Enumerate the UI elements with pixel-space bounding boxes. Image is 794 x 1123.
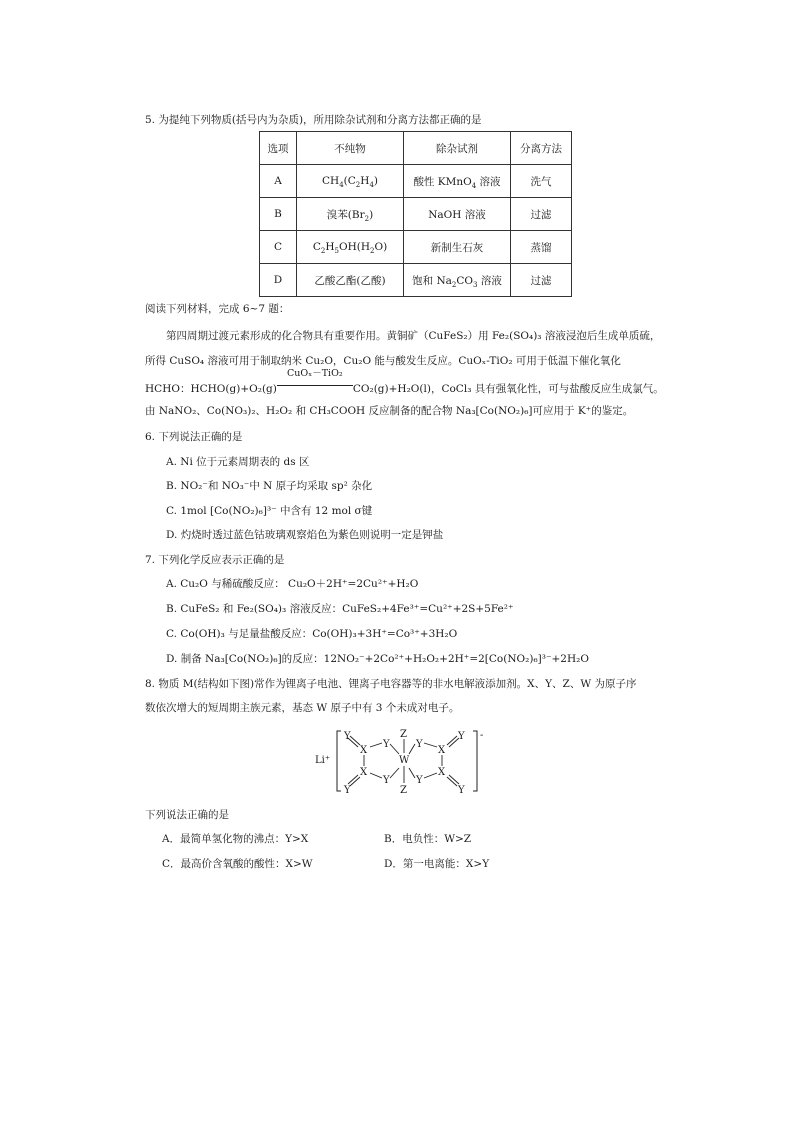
atom-y: Y	[383, 775, 390, 786]
cell-option: D	[260, 264, 297, 297]
li-cation: Li⁺	[315, 755, 331, 766]
reading-paragraph-line: 第四周期过渡元素形成的化合物具有重要作用。黄铜矿（CuFeS₂）用 Fe₂(SO₄)₃ 溶液浸泡后生成单质硫，	[166, 330, 661, 342]
q5-table	[259, 131, 572, 297]
reading-paragraph-line: 由 NaNO₂、Co(NO₃)₂、H₂O₂ 和 CH₃COOH 反应制备的配合物 Na₃[Co(NO₂)₆]可应用于 K⁺的鉴定。	[145, 405, 634, 417]
q7-stem: 7. 下列化学反应表示正确的是	[145, 554, 285, 566]
atom-x: X	[360, 767, 368, 778]
q8-stem-line1: 8. 物质 M(结构如下图)常作为锂离子电池、锂离子电容器等的非水电解液添加剂。X、Y、Z、W 为原子序	[145, 678, 637, 690]
cell-impure: $C_2H_5OH(H_2O)$	[297, 231, 404, 264]
q8-option-d: D．第一电离能：X>Y	[384, 858, 490, 870]
cell-option: A	[260, 165, 297, 198]
table-header-row	[260, 132, 572, 165]
q6-option-c: C. 1mol [Co(NO₂)₆]³⁻ 中含有 12 mol σ键	[166, 505, 373, 517]
reading-equation-line	[145, 368, 664, 396]
q8-stem-line2: 数依次增大的短周期主族元素，基态 W 原子中有 3 个未成对电子。	[145, 702, 460, 714]
atom-z: Z	[400, 729, 407, 740]
cell-method: 蒸馏	[511, 231, 572, 264]
atom-y: Y	[458, 731, 465, 742]
equation-products: CO₂(g)+H₂O(l)，CoCl₃ 具有强氧化性，可与盐酸反应生成氯气。	[352, 383, 664, 395]
cell-method: 过滤	[511, 264, 572, 297]
q8-option-c: C．最高价含氧酸的酸性：X>W	[162, 858, 313, 870]
equation-reactants: HCHO：HCHO(g)+O₂(g)	[145, 383, 277, 395]
cell-impure: 乙酸乙酯(乙酸)	[297, 264, 404, 297]
atom-y: Y	[416, 775, 423, 786]
header-reagent: 除杂试剂	[404, 132, 511, 165]
q7-option-a: A. Cu₂O 与稀硫酸反应： Cu₂O＋2H⁺=2Cu²⁺+H₂O	[166, 578, 419, 590]
atom-x: X	[360, 745, 368, 756]
cell-reagent: NaOH 溶液	[404, 198, 511, 231]
atom-x: X	[438, 767, 446, 778]
table-row	[260, 231, 572, 264]
cell-method: 洗气	[511, 165, 572, 198]
q6-option-a: A. Ni 位于元素周期表的 ds 区	[166, 456, 310, 468]
cell-reagent: 酸性 KMnO$_4$ 溶液	[404, 165, 511, 198]
q8-option-a: A．最简单氢化物的沸点：Y>X	[162, 833, 309, 845]
table-row	[260, 264, 572, 297]
molecular-structure	[313, 725, 493, 797]
atom-w: W	[399, 755, 410, 766]
atom-z: Z	[400, 785, 407, 796]
cell-option: C	[260, 231, 297, 264]
header-impure: 不纯物	[297, 132, 404, 165]
q7-option-b: B. CuFeS₂ 和 Fe₂(SO₄)₃ 溶液反应：CuFeS₂+4Fe³⁺=Cu²⁺+2S+5Fe²⁺	[166, 603, 514, 615]
cell-method: 过滤	[511, 198, 572, 231]
atom-x: X	[438, 745, 446, 756]
q8-option-b: B．电负性：W>Z	[384, 833, 472, 845]
catalyst-label: CuOₓ－TiO₂	[287, 368, 343, 379]
atom-y: Y	[416, 739, 423, 750]
bracket-right	[473, 731, 477, 791]
atom-y: Y	[344, 731, 351, 742]
q6-option-d: D. 灼烧时透过蓝色钴玻璃观察焰色为紫色则说明一定是钾盐	[166, 529, 444, 541]
charge-label: -	[480, 730, 484, 741]
reading-paragraph-line: 所得 CuSO₄ 溶液可用于制取纳米 Cu₂O，Cu₂O 能与酸发生反应。CuOₓ-TiO₂ 可用于低温下催化氧化	[145, 355, 621, 367]
q7-option-d: D. 制备 Na₃[Co(NO₂)₆]的反应：12NO₂⁻+2Co²⁺+H₂O₂+2H⁺=2[Co(NO₂)₆]³⁻+2H₂O	[166, 653, 589, 665]
atom-y: Y	[344, 785, 351, 796]
cell-reagent: 饱和 $Na_2CO_3$ 溶液	[404, 264, 511, 297]
atom-y: Y	[383, 739, 390, 750]
cell-impure: 溴苯$(Br_2)$	[297, 198, 404, 231]
header-option: 选项	[260, 132, 297, 165]
bracket-left	[337, 731, 341, 791]
cell-reagent: 新制生石灰	[404, 231, 511, 264]
reaction-arrow	[277, 368, 353, 392]
reading-intro: 阅读下列材料，完成 6~7 题：	[145, 303, 290, 315]
cell-impure: $CH_4(C_2H_4)$	[297, 165, 404, 198]
q6-option-b: B. NO₂⁻和 NO₃⁻中 N 原子均采取 sp² 杂化	[166, 480, 373, 492]
table-row	[260, 198, 572, 231]
table-row	[260, 165, 572, 198]
q5-stem: 5. 为提纯下列物质(括号内为杂质)，所用除杂试剂和分离方法都正确的是	[145, 114, 482, 126]
q6-stem: 6. 下列说法正确的是	[145, 431, 243, 443]
header-method: 分离方法	[511, 132, 572, 165]
q7-option-c: C. Co(OH)₃ 与足量盐酸反应：Co(OH)₃+3H⁺=Co³⁺+3H₂O	[166, 628, 458, 640]
cell-option: B	[260, 198, 297, 231]
q8-prompt: 下列说法正确的是	[145, 809, 229, 821]
atom-y: Y	[458, 785, 465, 796]
